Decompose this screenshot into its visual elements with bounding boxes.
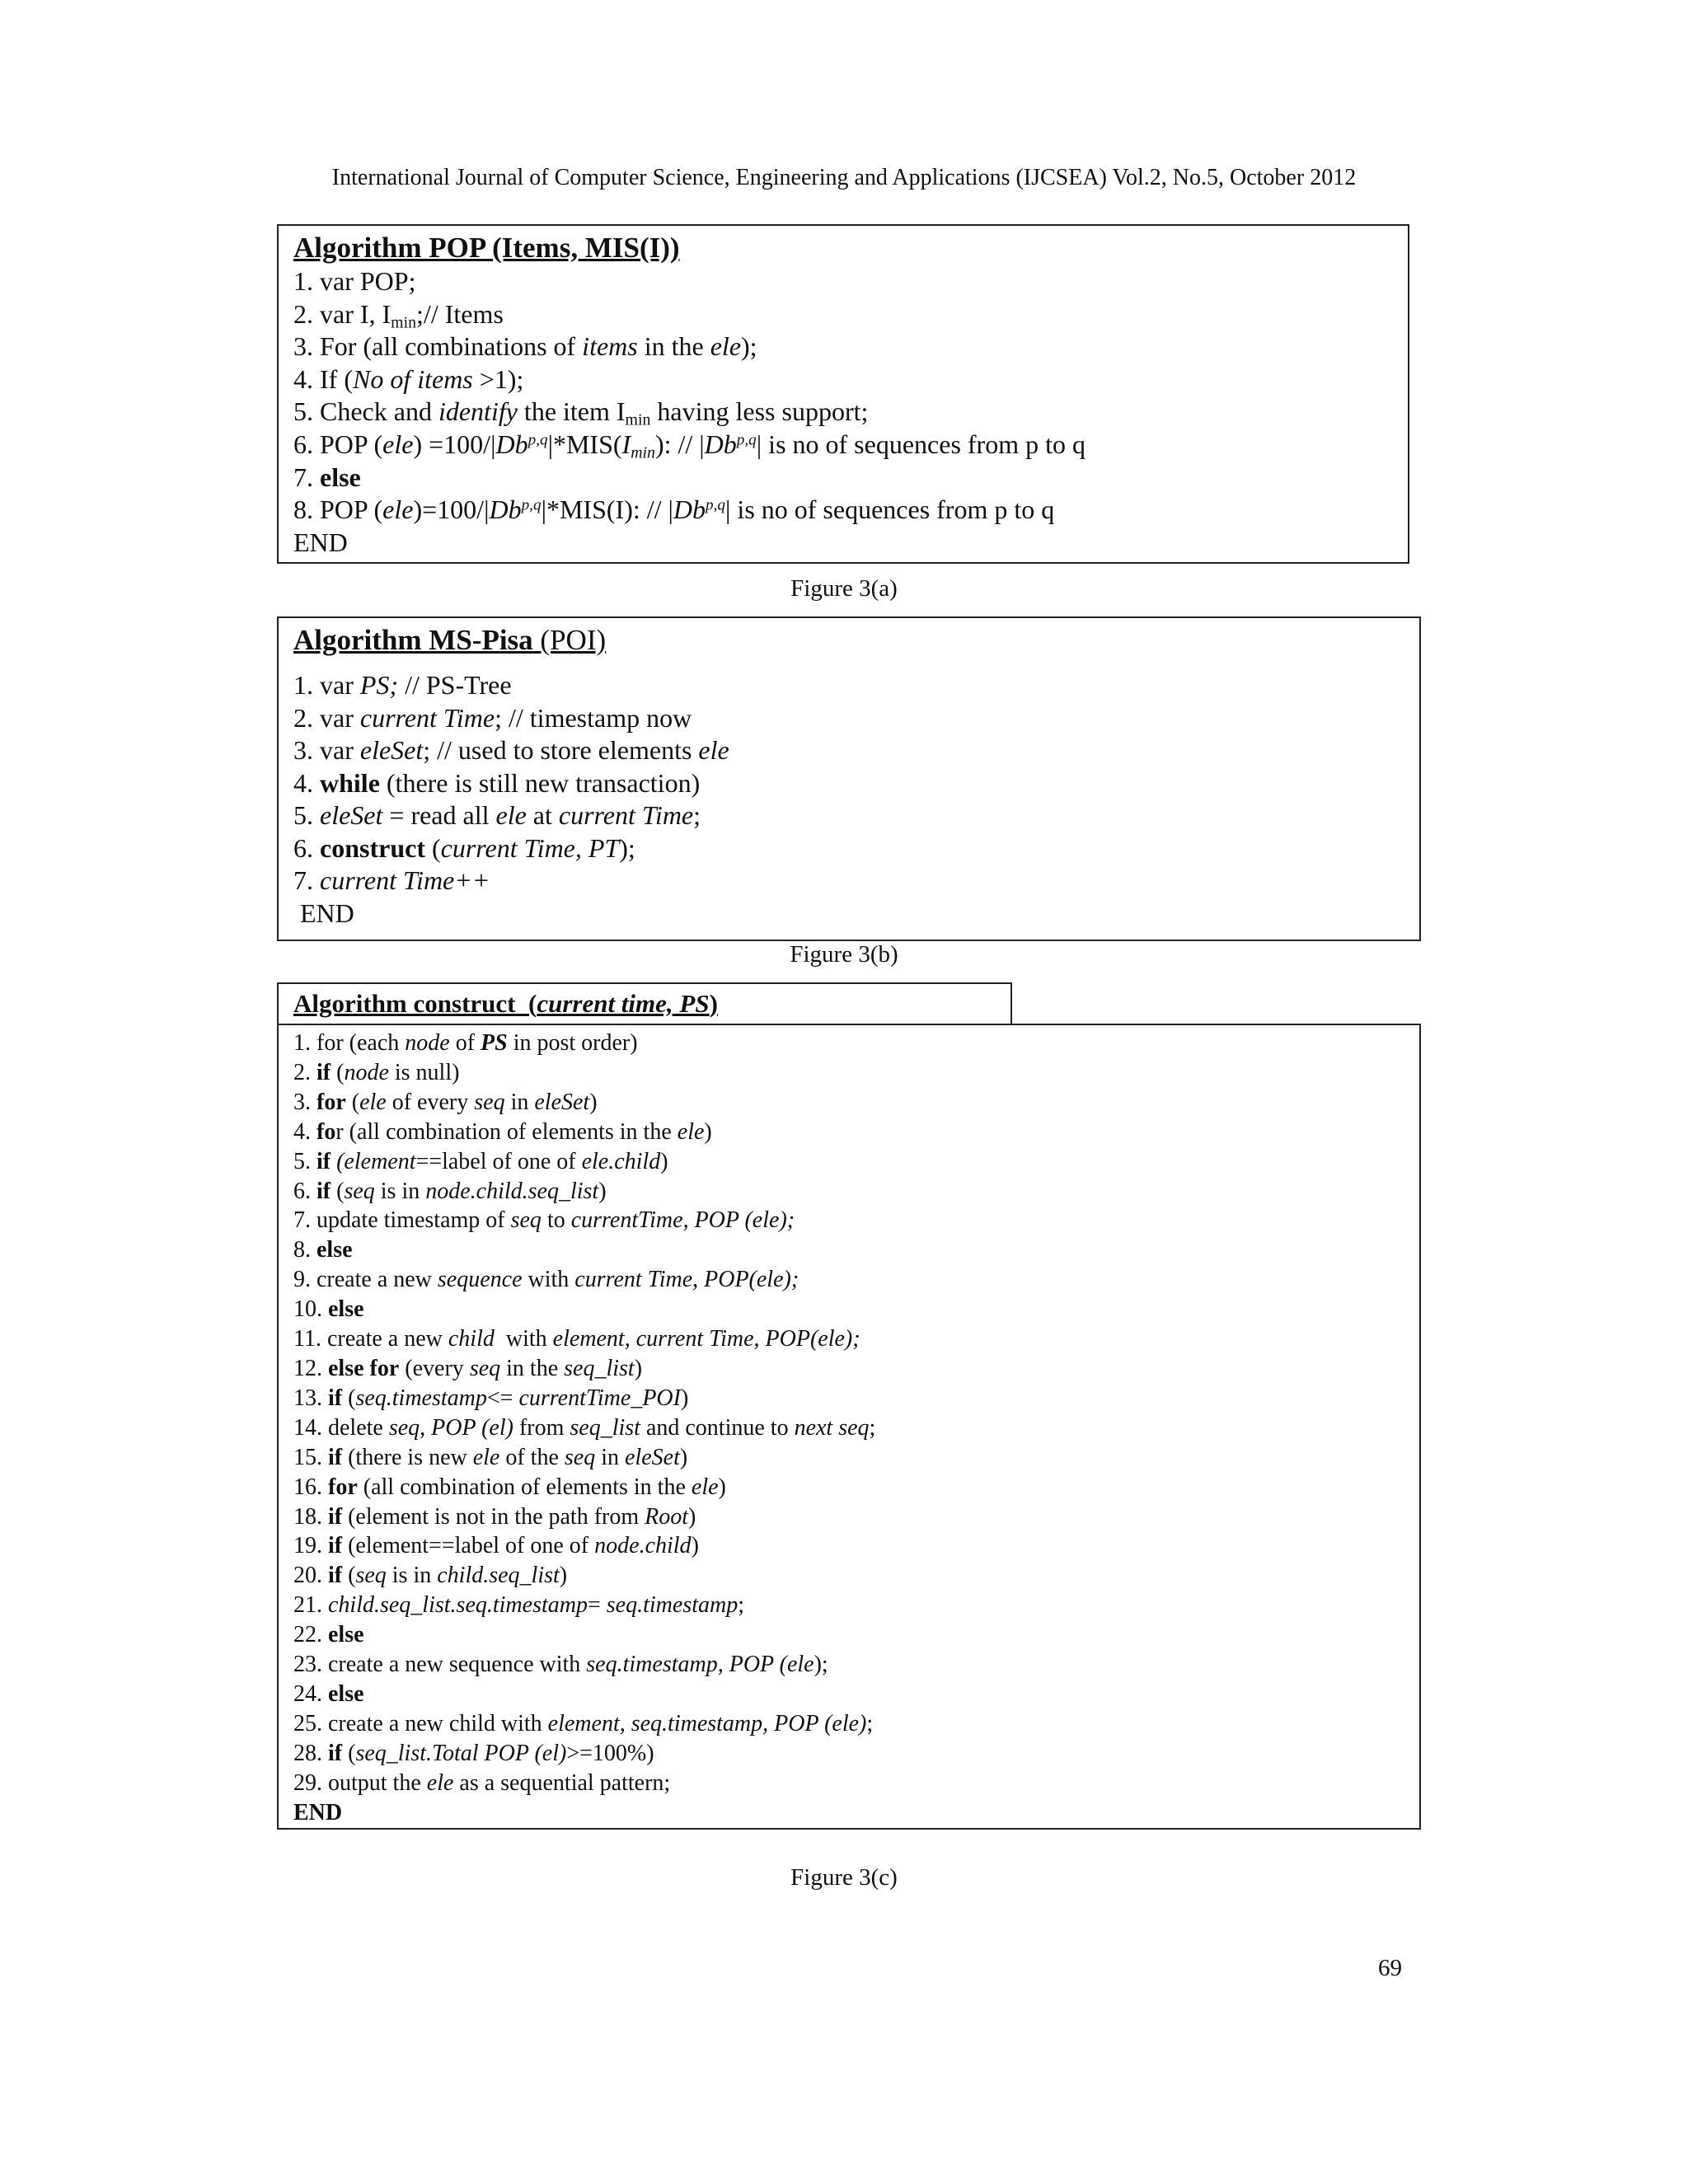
figure-3a-caption: Figure 3(a) [790, 575, 898, 602]
algorithm-line: 6. construct (current Time, PT); [293, 832, 635, 863]
algorithm-construct-title: Algorithm construct (current time, PS) [293, 989, 718, 1018]
algorithm-line: 6. POP $(ele) =100/|Db^{p,q}|*MIS(I_{min})$: // |Db$^{p,q}$| is no of sequences from p to q [293, 429, 1085, 462]
algorithm-line: 4. for (all combination of elements in the ele) [293, 1118, 712, 1145]
algorithm-mspisa-lines [293, 669, 1419, 930]
algorithm-mspisa-title: Algorithm MS-Pisa [293, 624, 533, 656]
algorithm-line: 19. if (element==label of one of node.child) [293, 1533, 699, 1559]
algorithm-pop-lines [293, 265, 1408, 559]
algorithm-line: 8. else [293, 1237, 353, 1263]
algorithm-line: 1. var POP; [293, 266, 416, 296]
algorithm-mspisa-title-suffix: (POI) [532, 624, 607, 656]
figure-3c-caption: Figure 3(c) [790, 1864, 898, 1891]
algorithm-line: 7. else [293, 462, 361, 492]
algorithm-line: 23. create a new sequence with seq.timestamp, POP (ele); [293, 1652, 828, 1678]
algorithm-line: 5. eleSet = read all ele at current Time; [293, 800, 701, 830]
page-number: 69 [1378, 1955, 1402, 1981]
algorithm-line: 4. while (there is still new transaction) [293, 767, 701, 798]
algorithm-line: 2. var current Time; // timestamp now [293, 702, 692, 733]
algorithm-line: 21. child.seq_list.seq.timestamp= seq.timestamp; [293, 1592, 744, 1619]
algorithm-line: 5. Check and identify the item $I_{min}$ having less support; [293, 396, 869, 429]
algorithm-line: END [293, 1799, 343, 1825]
algorithm-line: 29. output the ele as a sequential pattern; [293, 1769, 671, 1796]
algorithm-line: 12. else for (every seq in the seq_list) [293, 1355, 643, 1381]
algorithm-mspisa-box [277, 616, 1421, 941]
algorithm-line: 4. If (No of items >1); [293, 363, 524, 394]
figure-3b-caption: Figure 3(b) [790, 941, 898, 968]
algorithm-line: 3. var eleSet; // used to store elements ele [293, 735, 729, 765]
algorithm-line: 8. POP (ele)=100/|Db$^{p,q}$|*MIS(I): // |Db$^{p,q}$| is no of sequences from p to q [293, 494, 1055, 525]
algorithm-line: 20. if (seq is in child.seq_list) [293, 1563, 568, 1589]
algorithm-line: 11. create a new child with element, current Time, POP(ele); [293, 1326, 860, 1352]
algorithm-line: 9. create a new sequence with current Time, POP(ele); [293, 1267, 799, 1293]
algorithm-construct-title-box [277, 982, 1012, 1024]
algorithm-line: 3. For (all combinations of items in the ele); [293, 331, 757, 362]
algorithm-line: 28. if (seq_list.Total POP (el)>=100%) [293, 1740, 654, 1766]
algorithm-line: 25. create a new child with element, seq.timestamp, POP (ele); [293, 1710, 874, 1736]
algorithm-pop-box [277, 224, 1409, 564]
algorithm-pop-title: Algorithm POP (Items, MIS(I)) [293, 232, 680, 264]
algorithm-line: 1. var PS; // PS-Tree [293, 670, 512, 700]
algorithm-line: 7. update timestamp of seq to currentTime, POP (ele); [293, 1207, 795, 1234]
algorithm-line: 22. else [293, 1622, 364, 1648]
journal-header: International Journal of Computer Science, Engineering and Applications (IJCSEA) Vol.2, No.5, October 2012 [331, 165, 1357, 190]
algorithm-line: 13. if (seq.timestamp<= currentTime_POI) [293, 1385, 689, 1411]
algorithm-mspisa-heading [293, 623, 1419, 658]
algorithm-line: 10. else [293, 1296, 364, 1323]
algorithm-construct-lines [293, 1029, 1419, 1827]
algorithm-line: 6. if (seq is in node.child.seq_list) [293, 1178, 607, 1204]
algorithm-line: 7. current Time++ [293, 865, 490, 895]
algorithm-line: 1. for (each node of PS in post order) [293, 1030, 638, 1056]
algorithm-line: 2. if (node is null) [293, 1059, 460, 1085]
algorithm-line: END [293, 527, 348, 557]
algorithm-line: END [293, 898, 354, 928]
algorithm-construct-box [277, 1024, 1421, 1830]
algorithm-line: 2. var I, $I_{min};//$ Items [293, 298, 504, 332]
algorithm-line: 5. if (element==label of one of ele.child) [293, 1148, 668, 1174]
algorithm-line: 24. else [293, 1680, 364, 1707]
algorithm-line: 15. if (there is new ele of the seq in eleSet) [293, 1444, 688, 1470]
algorithm-line: 18. if (element is not in the path from Root) [293, 1503, 696, 1530]
algorithm-line: 3. for (ele of every seq in eleSet) [293, 1089, 598, 1115]
algorithm-line: 16. for (all combination of elements in the ele) [293, 1474, 726, 1500]
algorithm-line: 14. delete seq, POP (el) from seq_list and continue to next seq; [293, 1414, 876, 1441]
